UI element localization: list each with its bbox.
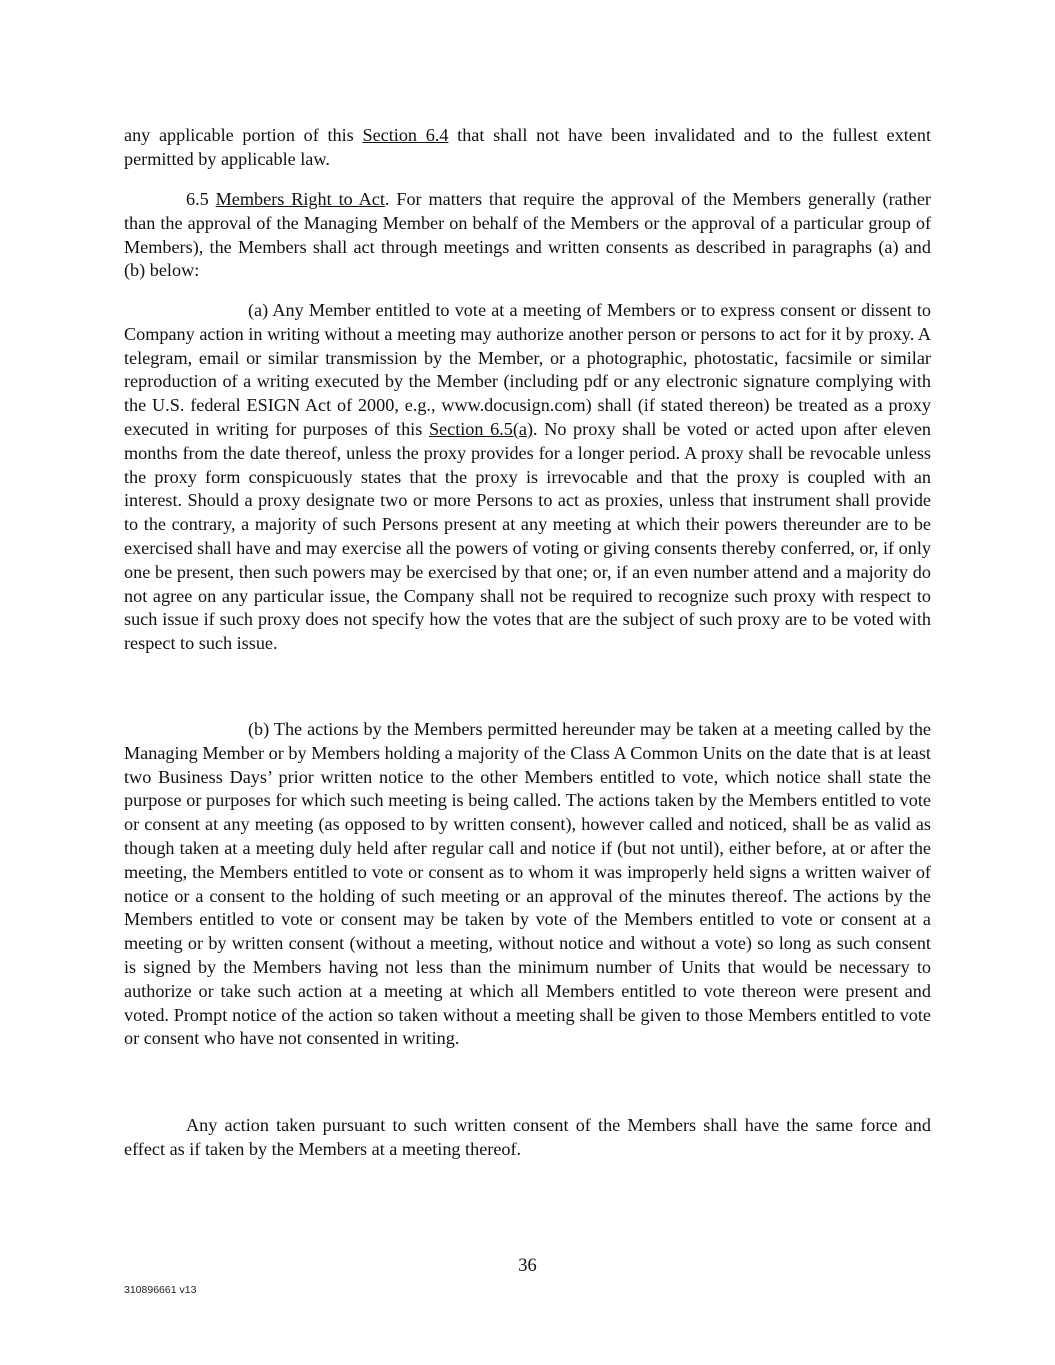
paragraph-text: . No proxy shall be voted or acted upon after eleven months from the date thereof, unless the proxy provides for a longer period. A proxy shall be revocable unless the proxy form conspicuously states that the proxy is irrevocable and that the proxy is coupled with an interest. Should a proxy designate two or more Persons to act as proxies, unless that instrument shall provide to the contrary, a majority of such Persons present at any meeting at which their powers thereunder are to be exercised shall have and may exercise all the powers of voting or giving consents thereby conferred, or, if only one be present, then such powers may be exercised by that one; or, if an even number attend and a majority do not agree on any particular issue, the Company shall not be required to recognize such proxy with respect to such issue if such proxy does not specify how the votes that are the subject of such proxy are to be voted with respect to such issue. (124, 418, 931, 654)
paragraph-section-6-5 (124, 188, 931, 283)
section-reference-6-4: Section 6.4 (362, 125, 449, 145)
paragraph-section-6-4-continuation (124, 124, 931, 172)
paragraph-text: that shall not have been invalidated and to the fullest extent permitted by applicable law. (124, 125, 931, 169)
paragraph-6-5-a (124, 299, 931, 656)
paragraph-text: any applicable portion of this (124, 125, 363, 145)
page-number: 36 (518, 1256, 537, 1276)
section-heading: Members Right to Act (215, 189, 385, 209)
paragraph-text: (a) Any Member entitled to vote at a meeting of Members or to express consent or dissent to Company action in writing without a meeting may authorize another person or persons to act for it by proxy. A telegram, email or similar transmission by the Member, or a photographic, photostatic, facsimile or similar reproduction of a writing executed by the Member (including pdf or any electronic signature complying with the U.S. federal ESIGN Act of 2000, e.g., www.docusign.com) shall (if stated thereon) be treated as a proxy executed in writing for purposes of this (124, 300, 931, 439)
paragraph-6-5-b: (b) The actions by the Members permitted hereunder may be taken at a meeting called by the Managing Member or by Members holding a majority of the Class A Common Units on the date that is at least two Business Days’ prior written notice to the other Members entitled to vote, which notice shall state the purpose or purposes for which such meeting is being called. The actions taken by the Members entitled to vote or consent at any meeting (as opposed to by written consent), however called and noticed, shall be as valid as though taken at a meeting duly held after regular call and notice if (but not until), either before, at or after the meeting, the Members entitled to vote or consent as to whom it was improperly held signs a written waiver of notice or a consent to the holding of such meeting or an approval of the minutes thereof. The actions by the Members entitled to vote or consent may be taken by vote of the Members entitled to vote or consent at a meeting or by written consent (without a meeting, without notice and without a vote) so long as such consent is signed by the Members having not less than the minimum number of Units that would be necessary to authorize or take such action at a meeting at which all Members entitled to vote thereon were present and voted. Prompt notice of the action so taken without a meeting shall be given to those Members entitled to vote or consent who have not consented in writing. (124, 719, 931, 1049)
document-id: 310896661 v13 (124, 1284, 197, 1296)
paragraph-text: . For matters that require the approval of the Members generally (rather than the approval of the Managing Member on behalf of the Members or the approval of a particular group of Members), the Members shall act through meetings and written consents as described in paragraphs (a) and (b) below: (124, 189, 931, 281)
section-reference-6-5-a: Section 6.5(a) (428, 418, 534, 439)
paragraph-written-consent: Any action taken pursuant to such written consent of the Members shall have the same force and effect as if taken by the Members at a meeting thereof. (124, 1115, 931, 1159)
section-number: 6.5 (186, 189, 216, 209)
